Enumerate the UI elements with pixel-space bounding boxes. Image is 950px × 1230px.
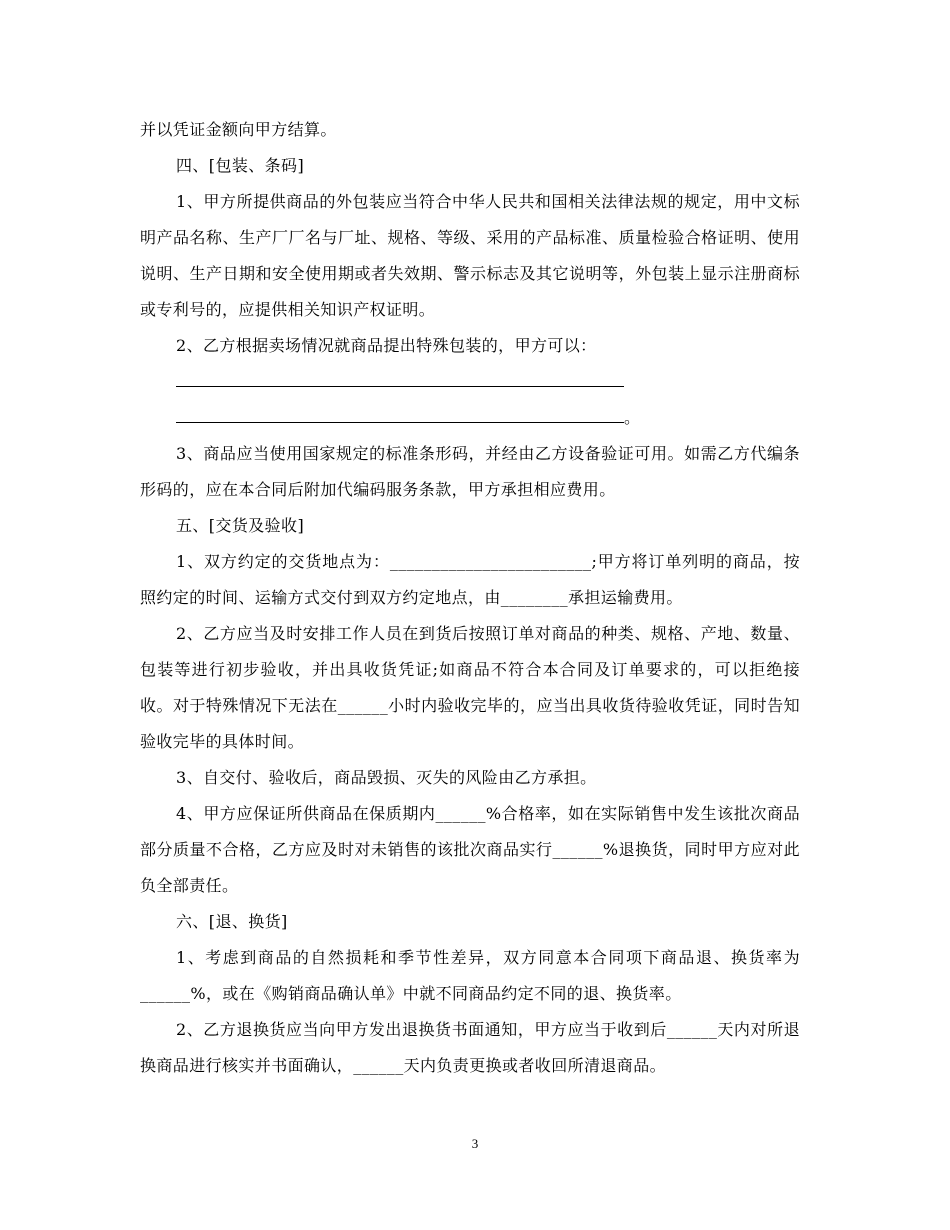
paragraph-delivery-3: 3、自交付、验收后，商品毁损、灭失的风险由乙方承担。	[176, 768, 597, 787]
section-heading-packaging: 四、[包装、条码]	[176, 156, 305, 175]
fill-in-blank-line-2	[140, 400, 800, 436]
blank-underline	[176, 386, 624, 387]
paragraph-delivery-4: 4、甲方应保证所供商品在保质期内______%合格率，如在实际销售中发生该批次商品部分质量不合格，乙方应及时对未销售的该批次商品实行______%退换货，同时甲方应对此负全部责任。	[140, 804, 800, 895]
paragraph-barcode-3: 3、商品应当使用国家规定的标准条形码，并经由乙方设备验证可用。如需乙方代编条形码的，应在本合同后附加代编码服务条款，甲方承担相应费用。	[140, 444, 800, 499]
paragraph-returns-1: 1、考虑到商品的自然损耗和季节性差异，双方同意本合同项下商品退、换货率为______%，或在《购销商品确认单》中就不同商品约定不同的退、换货率。	[140, 948, 800, 1003]
section-heading-delivery: 五、[交货及验收]	[176, 516, 305, 535]
paragraph-continuation: 并以凭证金额向甲方结算。	[140, 120, 337, 139]
blank-underline	[176, 422, 624, 423]
page-number: 3	[471, 1136, 479, 1151]
fill-in-blank-line-1	[140, 364, 800, 400]
paragraph-delivery-2: 2、乙方应当及时安排工作人员在到货后按照订单对商品的种类、规格、产地、数量、包装等进行初步验收，并出具收货凭证;如商品不符合本合同及订单要求的，可以拒绝接收。对于特殊情况下无法在______小时内验收完毕的，应当出具收货待验收凭证，同时告知验收完毕的具体时间。	[140, 624, 800, 751]
paragraph-returns-2: 2、乙方退换货应当向甲方发出退换货书面通知，甲方应当于收到后______天内对所退换商品进行核实并书面确认，______天内负责更换或者收回所清退商品。	[140, 1020, 800, 1075]
paragraph-packaging-1: 1、甲方所提供商品的外包装应当符合中华人民共和国相关法律法规的规定，用中文标明产品名称、生产厂厂名与厂址、规格、等级、采用的产品标准、质量检验合格证明、使用说明、生产日期和安全使用期或者失效期、警示标志及其它说明等，外包装上显示注册商标或专利号的，应提供相关知识产权证明。	[140, 192, 800, 319]
section-heading-returns: 六、[退、换货]	[176, 912, 288, 931]
blank-line-tail: 。	[624, 408, 641, 427]
paragraph-delivery-1: 1、双方约定的交货地点为：________________________;甲方将订单列明的商品，按照约定的时间、运输方式交付到双方约定地点，由________承担运输费用。	[140, 552, 800, 607]
paragraph-packaging-2: 2、乙方根据卖场情况就商品提出特殊包装的，甲方可以：	[176, 336, 597, 355]
document-body	[140, 112, 800, 1084]
